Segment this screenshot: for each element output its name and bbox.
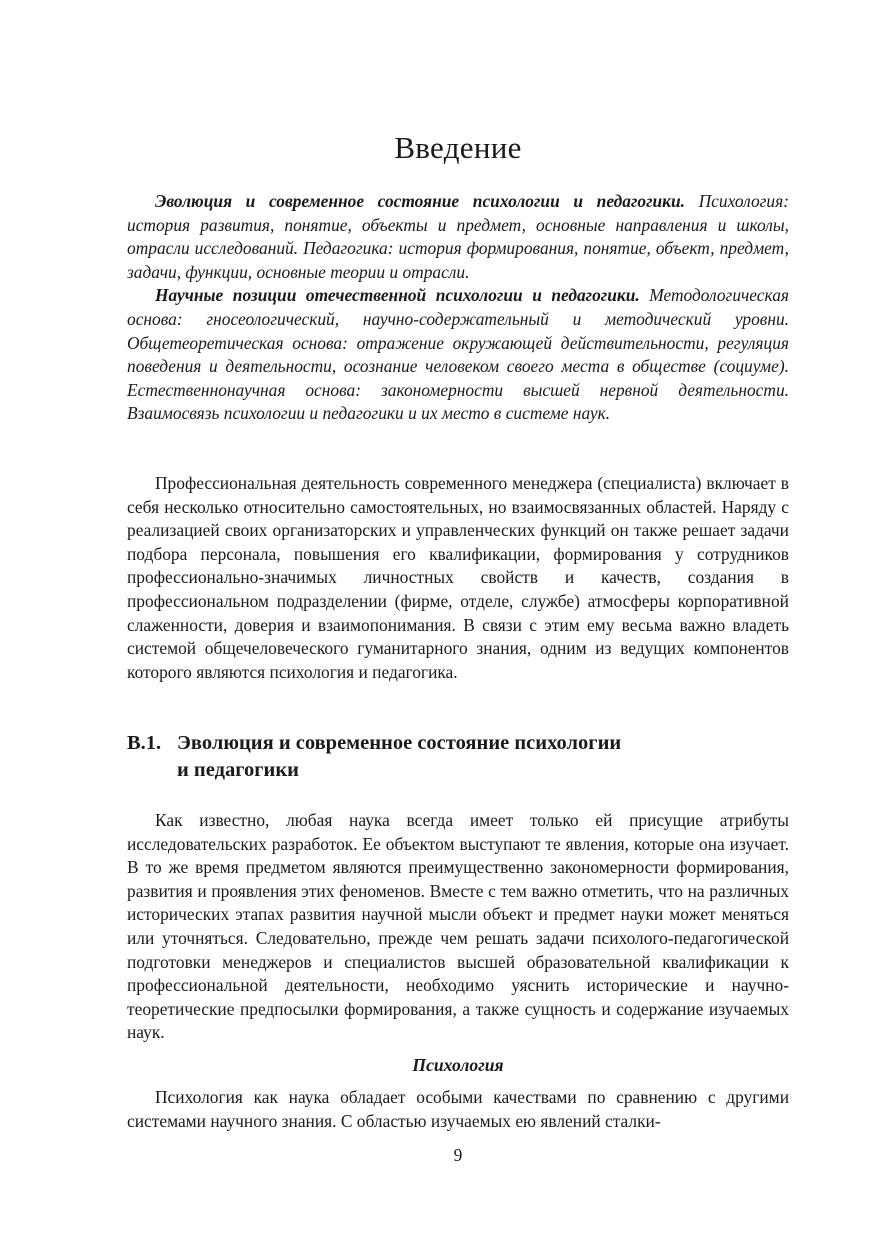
section-number: В.1. xyxy=(127,732,162,754)
intro-block xyxy=(127,472,789,684)
abstract-paragraph xyxy=(127,190,789,284)
section-title-line1: Эволюция и современное состояние психологии xyxy=(177,732,622,754)
subsection-paragraph: Психология как наука обладает особыми качествами по сравнению с другими системами научного знания. С областью изучаемых ею явлений сталки- xyxy=(127,1087,789,1131)
abstract-text: Методологическая основа: гносеологический, научно-содержательный и методический уровни. Общетеоретическая основа: отражение окружающей действительности, регуляция поведения и деятельности, осознание человеком своего места в обществе (социуме). Естественнонаучная основа: закономерности высшей нервной деятельности. Взаимосвязь психологии и педагогики и их место в системе наук. xyxy=(127,285,789,424)
chapter-abstract xyxy=(127,190,789,426)
page-number: 9 xyxy=(453,1145,463,1165)
section-title-line2: и педагогики xyxy=(177,759,299,781)
subsection-heading: Психология xyxy=(412,1055,504,1075)
abstract-paragraph xyxy=(127,284,789,426)
intro-paragraph: Профессиональная деятельность современного менеджера (специалиста) включает в себя несколько относительно самостоятельных, но взаимосвязанных областей. Наряду с реализацией своих организаторских и управленческих функций он также решает задачи подбора персонала, повышения его квалификации, формирования у сотрудников профессионально-значимых личностных свойств и качеств, создания в профессиональном подразделении (фирме, отделе, службе) атмосферы корпоративной слаженности, доверия и взаимопонимания. В связи с этим ему весьма важно владеть системой общечеловеческого гуманитарного знания, одним из ведущих компонентов которого являются психология и педагогика. xyxy=(127,473,789,682)
abstract-text: Психология: история развития, понятие, объекты и предмет, основные направления и школы, отрасли исследований. Педагогика: история формирования, понятие, объект, предмет, задачи, функции, основные теории и отрасли. xyxy=(127,191,789,282)
chapter-title: Введение xyxy=(394,130,522,165)
abstract-heading: Научные позиции отечественной психологии и педагогики. xyxy=(155,285,640,306)
abstract-heading: Эволюция и современное состояние психологии и педагогики. xyxy=(155,191,685,211)
subsection-body xyxy=(127,1086,789,1133)
section-body xyxy=(127,809,789,1045)
section-paragraph: Как известно, любая наука всегда имеет только ей присущие атрибуты исследовательских разработок. Ее объектом выступают те явления, которые она изучает. В то же время предметом являются преимущественно закономерности формирования, развития и проявления этих феноменов. Вместе с тем важно отметить, что на различных исторических этапах развития научной мысли объект и предмет науки может меняться или уточняться. Следовательно, прежде чем решать задачи психолого-педагогической подготовки менеджеров и специалистов высшей образовательной квалификации к профессиональной деятельности, необходимо уяснить исторические и научно-теоретические предпосылки формирования, а также сущность и содержание изучаемых наук. xyxy=(127,810,789,1043)
section-heading xyxy=(127,730,789,784)
book-page xyxy=(127,0,789,1241)
